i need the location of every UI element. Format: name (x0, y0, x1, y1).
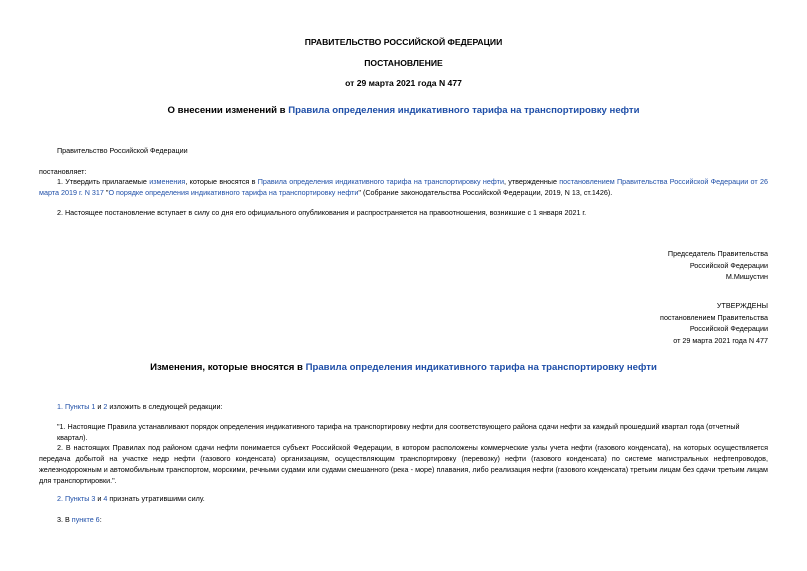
changes-title (0, 362, 807, 373)
point-1: 1. Утвердить прилагаемые изменения, которые вносятся в Правила определения индикативного тарифа на транспортировку нефти, утвержденные постановлением Правительства Российской Федерации от 26 марта 2019 г. N 317 "О порядке определения индикативного тарифа на транспортировку нефти" (Собрание законодательства Российской Федерации, 2019, N 13, ст.1426). (39, 177, 768, 197)
point-6-link[interactable]: пункте 6 (71, 515, 100, 524)
government-heading: ПРАВИТЕЛЬСТВО РОССИЙСКОЙ ФЕДЕРАЦИИ (304, 37, 503, 47)
approval-country: Российской Федерации (689, 324, 768, 333)
points-3-link[interactable]: 2. Пункты 3 (57, 494, 96, 503)
change-1: 1. Пункты 1 и 2 изложить в следующей редакции: (57, 402, 223, 411)
decree-title-link[interactable]: О порядке определения индикативного тарифа на транспортировку нефти (108, 188, 359, 197)
changes-link[interactable]: изменения (149, 177, 186, 186)
change-3: 3. В пункте 6: (57, 515, 102, 524)
title-prefix: О внесении изменений в (167, 105, 289, 116)
points-1-link[interactable]: 1. Пункты 1 (57, 402, 96, 411)
changes-title-prefix: Изменения, которые вносятся в (150, 362, 306, 373)
decrees-word: постановляет: (39, 167, 87, 176)
point-4-link[interactable]: 4 (103, 494, 108, 503)
decree-317-link[interactable]: постановлением Правительства Российской Федерации от 26 марта 2019 г. N 317 (39, 177, 768, 197)
document-title (0, 105, 807, 116)
point-2-link[interactable]: 2 (103, 402, 108, 411)
signature-country: Российской Федерации (689, 260, 768, 270)
approval-decree: постановлением Правительства (660, 312, 768, 322)
document-type: ПОСТАНОВЛЕНИЕ (364, 58, 443, 68)
approval-block (660, 300, 768, 346)
point-2: 2. Настоящее постановление вступает в силу со дня его официального опубликования и распространяется на правоотношения, возникшие с 1 января 2021 г. (57, 208, 587, 217)
signature-name: М.Мишустин (725, 272, 768, 281)
signature-block (668, 248, 768, 283)
rules-link[interactable]: Правила определения индикативного тарифа на транспортировку нефти (257, 177, 504, 186)
government-line: Правительство Российской Федерации (57, 146, 188, 155)
change-2: 2. Пункты 3 и 4 признать утратившими силу. (57, 494, 205, 503)
quote-point-1: "1. Настоящие Правила устанавливают порядок определения индикативного тарифа на транспортировку нефти для соответствующего района сдачи нефти за каждый прошедший квартал года (отчетный квартал). (57, 422, 740, 442)
approval-date: от 29 марта 2021 года N 477 (673, 335, 768, 345)
quote-point-2: 2. В настоящих Правилах под районом сдачи нефти понимается субъект Российской Федерации, в котором расположены коммерческие узлы учета нефти (газового конденсата), на которых осуществляется передача добытой на участке недр нефти (газового конденсата) организациям, осуществляющим транспортировку (перевозку) нефти (газового конденсата) по системе магистральных нефтепроводов, железнодорожным и автомобильным транспортом, морскими, речными судами или судами смешанного (река - море) плавания, либо реализация нефти (газового конденсата) третьим лицам без сдачи третьим лицам для транспортировки.". (39, 443, 768, 485)
signature-position: Председатель Правительства (667, 249, 768, 258)
changes-title-rules-link[interactable]: Правила определения индикативного тарифа на транспортировку нефти (305, 362, 657, 373)
title-rules-link[interactable]: Правила определения индикативного тарифа на транспортировку нефти (288, 105, 640, 116)
approval-word: УТВЕРЖДЕНЫ (716, 301, 768, 310)
document-date-number: от 29 марта 2021 года N 477 (345, 78, 462, 88)
